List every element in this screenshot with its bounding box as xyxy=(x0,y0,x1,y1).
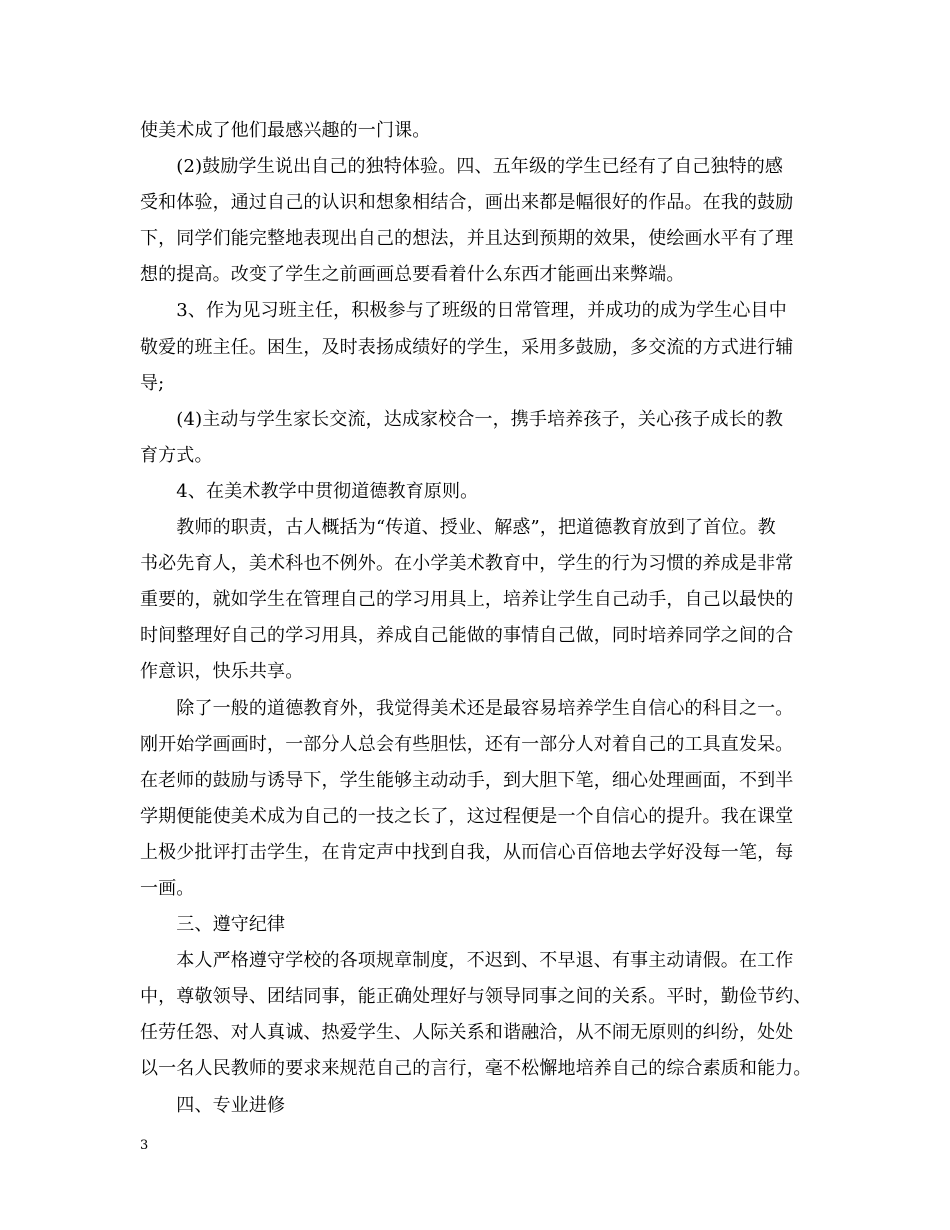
text-line: 重要的，就如学生在管理自己的学习用具上，培养让学生自己动手，自己以最快的 xyxy=(140,589,794,611)
text-line: 三、遵守纪律 xyxy=(140,914,286,936)
text-line: 学期便能使美术成为自己的一技之长了，这过程便是一个自信心的提升。我在课堂 xyxy=(140,805,794,827)
text-line: (2)鼓励学生说出自己的独特体验。四、五年级的学生已经有了自己独特的感 xyxy=(140,156,784,178)
text-line: 作意识，快乐共享。 xyxy=(140,661,304,683)
text-line: (4)主动与学生家长交流，达成家校合一，携手培养孩子，关心孩子成长的教 xyxy=(140,408,784,430)
text-line: 任劳任怨、对人真诚、热爱学生、人际关系和谐融洽，从不闹无原则的纠纷，处处 xyxy=(140,1022,794,1044)
text-line: 上极少批评打击学生，在肯定声中找到自我，从而信心百倍地去学好没每一笔，每 xyxy=(140,841,794,863)
page-number: 3 xyxy=(140,1138,149,1153)
text-line: 想的提高。改变了学生之前画画总要看着什么东西才能画出来弊端。 xyxy=(140,264,685,286)
text-line: 在老师的鼓励与诱导下，学生能够主动动手，到大胆下笔，细心处理画面，不到半 xyxy=(140,769,794,791)
text-line: 除了一般的道德教育外，我觉得美术还是最容易培养学生自信心的科目之一。 xyxy=(140,697,794,719)
text-line: 3、作为见习班主任，积极参与了班级的日常管理，并成功的成为学生心目中 xyxy=(140,300,787,322)
text-line: 导; xyxy=(140,372,165,394)
document-body xyxy=(140,113,810,1124)
text-line: 育方式。 xyxy=(140,444,213,466)
text-line: 敬爱的班主任。困生，及时表扬成绩好的学生，采用多鼓励，多交流的方式进行辅 xyxy=(140,336,794,358)
text-line: 四、专业进修 xyxy=(140,1094,286,1116)
text-line: 时间整理好自己的学习用具，养成自己能做的事情自己做，同时培养同学之间的合 xyxy=(140,625,794,647)
text-line: 以一名人民教师的要求来规范自己的言行，毫不松懈地培养自己的综合素质和能力。 xyxy=(140,1058,812,1080)
text-line: 4、在美术教学中贯彻道德教育原则。 xyxy=(140,480,479,502)
text-line: 下，同学们能完整地表现出自己的想法，并且达到预期的效果，使绘画水平有了理 xyxy=(140,228,794,250)
text-line: 本人严格遵守学校的各项规章制度，不迟到、不早退、有事主动请假。在工作 xyxy=(140,950,794,972)
text-line: 刚开始学画画时，一部分人总会有些胆怯，还有一部分人对着自己的工具直发呆。 xyxy=(140,733,794,755)
text-line: 中，尊敬领导、团结同事，能正确处理好与领导同事之间的关系。平时，勤俭节约、 xyxy=(140,986,812,1008)
text-line: 使美术成了他们最感兴趣的一门课。 xyxy=(140,120,431,141)
text-line: 受和体验，通过自己的认识和想象相结合，画出来都是幅很好的作品。在我的鼓励 xyxy=(140,192,794,214)
text-line: 一画。 xyxy=(140,877,195,899)
text-line: 教师的职责，古人概括为“传道、授业、解惑”，把道德教育放到了首位。教 xyxy=(140,517,776,539)
text-line: 书必先育人，美术科也不例外。在小学美术教育中，学生的行为习惯的养成是非常 xyxy=(140,553,794,575)
